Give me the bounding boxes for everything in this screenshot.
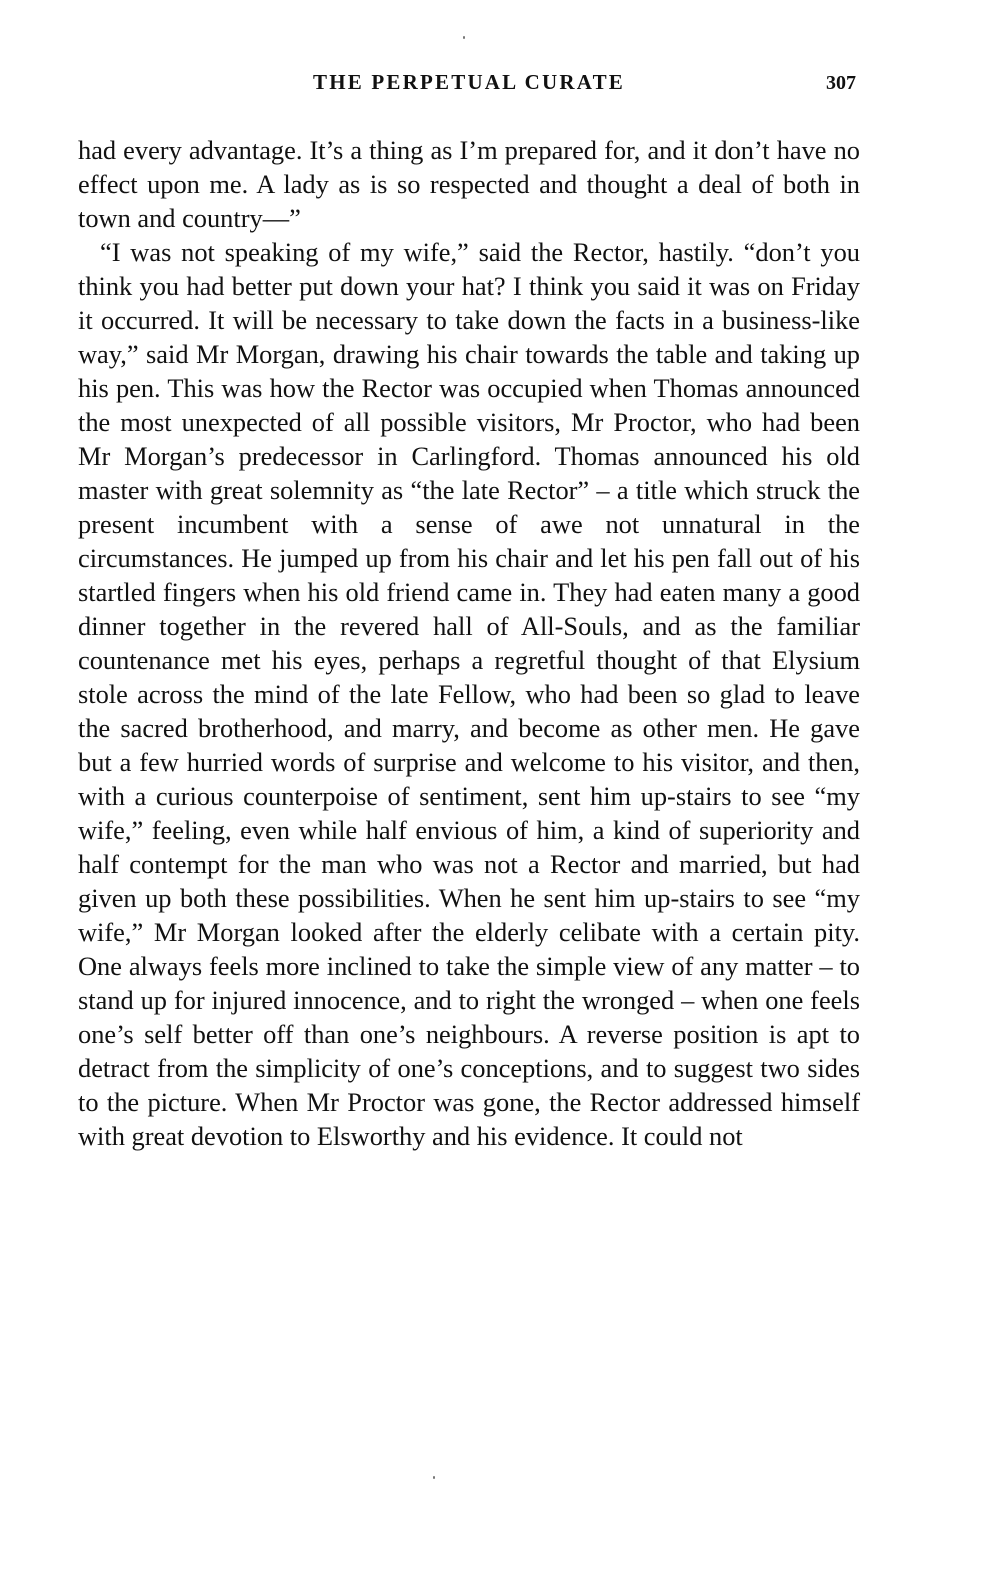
- page-number: 307: [826, 72, 856, 94]
- paragraph: had every advantage. It’s a thing as I’m prepared for, and it don’t have no effect upon me. A lady as is so respected and thought a deal of both in town and country—”: [78, 135, 860, 233]
- running-title: THE PERPETUAL CURATE: [313, 70, 625, 94]
- print-speck: [463, 36, 465, 39]
- print-speck: [433, 1476, 435, 1479]
- body-text: [78, 133, 860, 1153]
- paragraph: “I was not speaking of my wife,” said the Rector, hastily. “don’t you think you had better put down your hat? I think you said it was on Friday it occurred. It will be necessary to take down the facts in a business-like way,” said Mr Morgan, drawing his chair towards the table and taking up his pen. This was how the Rector was occupied when Thomas announced the most unexpected of all possible visitors, Mr Proctor, who had been Mr Morgan’s predecessor in Carlingford. Thomas announced his old master with great solemnity as “the late Rector” – a title which struck the present incumbent with a sense of awe not unnatural in the circumstances. He jumped up from his chair and let his pen fall out of his startled fingers when his old friend came in. They had eaten many a good dinner together in the revered hall of All-Souls, and as the familiar countenance met his eyes, perhaps a regretful thought of that Elysium stole across the mind of the late Fellow, who had been so glad to leave the sacred brotherhood, and marry, and become as other men. He gave but a few hurried words of surprise and welcome to his visitor, and then, with a curious counterpoise of sentiment, sent him up-stairs to see “my wife,” feeling, even while half envious of him, a kind of superiority and half contempt for the man who was not a Rector and married, but had given up both these possibilities. When he sent him up-stairs to see “my wife,” Mr Morgan looked after the elderly celibate with a certain pity. One always feels more inclined to take the simple view of any matter – to stand up for injured innocence, and to right the wronged – when one feels one’s self better off than one’s neighbours. A reverse position is apt to detract from the simplicity of one’s conceptions, and to suggest two sides to the picture. When Mr Proctor was gone, the Rector addressed himself with great devotion to Elsworthy and his evidence. It could not: [78, 237, 860, 1151]
- running-head: [78, 70, 860, 110]
